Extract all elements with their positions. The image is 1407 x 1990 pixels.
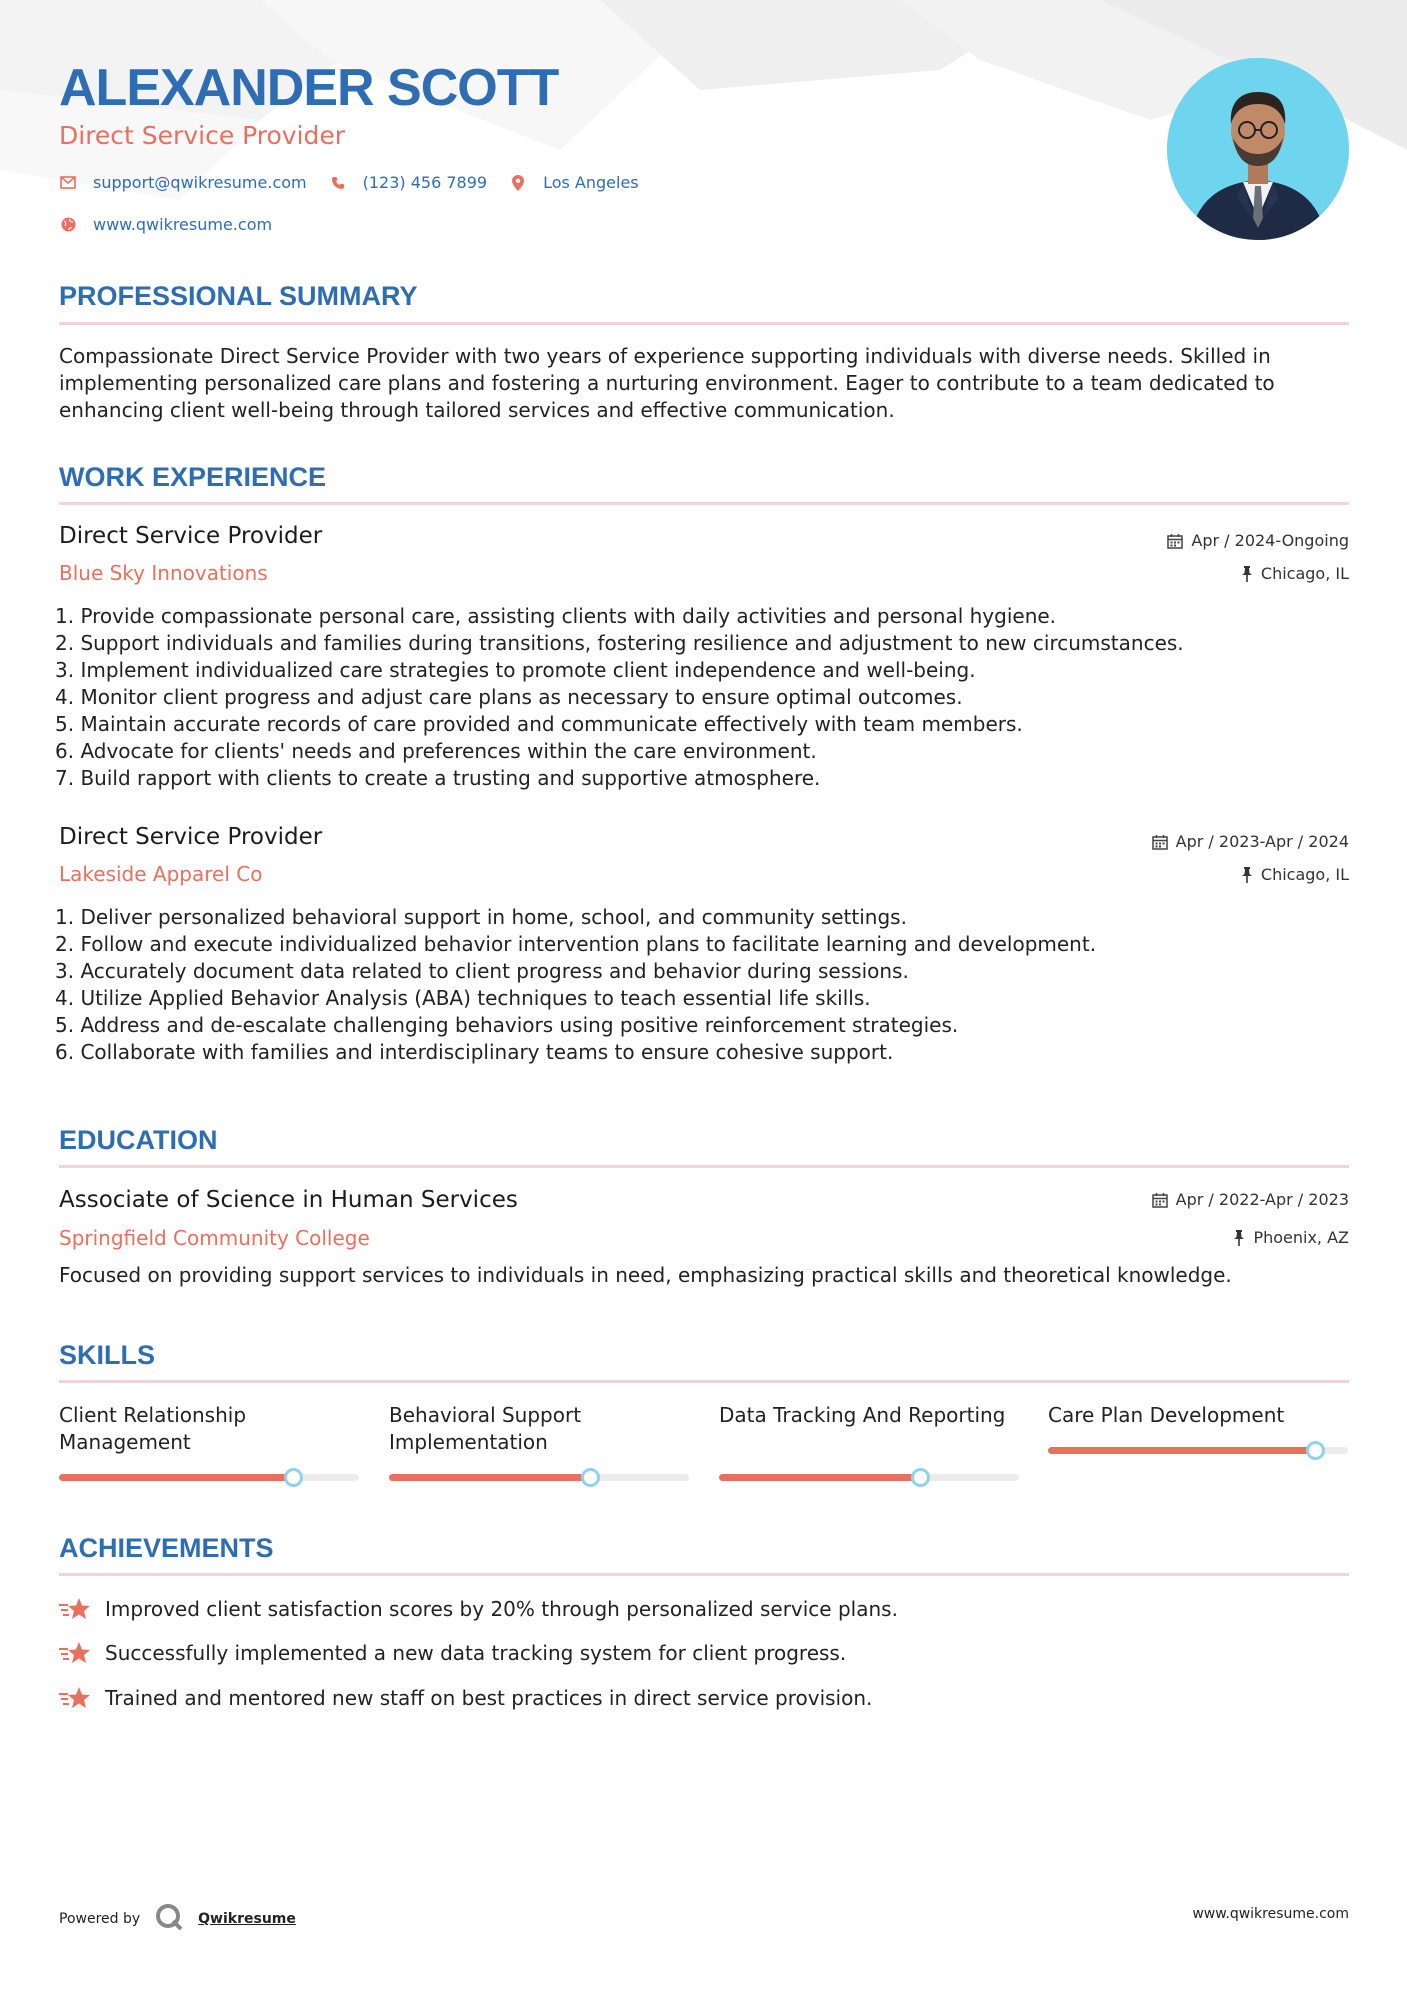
- experience-divider: [59, 502, 1349, 505]
- job-dates: [1167, 531, 1349, 550]
- job-location: [1241, 564, 1349, 583]
- education-location-text: Phoenix, AZ: [1253, 1228, 1349, 1247]
- website-text: www.qwikresume.com: [93, 215, 273, 234]
- achievements-divider: [59, 1573, 1349, 1576]
- skill-item: [59, 1402, 359, 1462]
- summary-text: Compassionate Direct Service Provider with two years of experience supporting individuals with diverse needs. Skilled in implementing personalized care plans and fostering a nurturing environment. Eager to contribute to a team dedicated to enhancing client well-being through tailored services and effective communication.: [59, 344, 1275, 422]
- skill-name: Care Plan Development: [1048, 1403, 1285, 1427]
- qwikresume-link[interactable]: Qwikresume: [198, 1911, 296, 1927]
- calendar-icon: [1152, 834, 1168, 850]
- achievements-heading: ACHIEVEMENTS: [59, 1533, 274, 1563]
- list-item: 1. Deliver personalized behavioral support in home, school, and community settings.: [55, 905, 907, 929]
- contact-row-primary: [59, 173, 661, 192]
- calendar-icon: [1167, 533, 1183, 549]
- school-name: Springfield Community College: [59, 1226, 370, 1250]
- achievement-item: [59, 1685, 872, 1711]
- list-item: 3. Implement individualized care strategies to promote client independence and well-being.: [55, 658, 976, 682]
- footer-powered-by: [59, 1902, 296, 1936]
- skill-level-track: [389, 1474, 689, 1481]
- education-description: Focused on providing support services to individuals in need, emphasizing practical skills and theoretical knowledge.: [59, 1263, 1232, 1287]
- skill-item: [389, 1402, 689, 1462]
- achievement-item: [59, 1640, 846, 1666]
- skills-divider: [59, 1380, 1349, 1383]
- email-text: support@qwikresume.com: [93, 173, 307, 192]
- phone-text: (123) 456 7899: [362, 173, 488, 192]
- job-dates-text: Apr / 2023-Apr / 2024: [1175, 832, 1349, 851]
- job-responsibilities: [55, 904, 1355, 1066]
- star-icon: [59, 1596, 91, 1622]
- skill-level-track: [59, 1474, 359, 1481]
- globe-icon: [59, 216, 77, 234]
- skill-level-fill: [389, 1474, 590, 1481]
- list-item: 4. Monitor client progress and adjust care plans as necessary to ensure optimal outcomes.: [55, 685, 963, 709]
- location-text: Los Angeles: [543, 173, 639, 192]
- skill-level-handle: [581, 1468, 600, 1487]
- job-location: [1241, 865, 1349, 884]
- education-dates-text: Apr / 2022-Apr / 2023: [1175, 1190, 1349, 1209]
- list-item: 1. Provide compassionate personal care, assisting clients with daily activities and personal hygiene.: [55, 604, 1057, 628]
- contact-email[interactable]: [59, 173, 307, 192]
- achievement-text: Improved client satisfaction scores by 20% through personalized service plans.: [105, 1597, 898, 1621]
- list-item: 5. Maintain accurate records of care provided and communicate effectively with team members.: [55, 712, 1023, 736]
- list-item: 6. Collaborate with families and interdisciplinary teams to ensure cohesive support.: [55, 1040, 894, 1064]
- contact-location: [509, 173, 639, 192]
- job-location-text: Chicago, IL: [1260, 865, 1349, 884]
- job-company: Blue Sky Innovations: [59, 561, 268, 585]
- skill-level-fill: [719, 1474, 920, 1481]
- education-divider: [59, 1165, 1349, 1168]
- job-location-text: Chicago, IL: [1260, 564, 1349, 583]
- skill-level-track: [719, 1474, 1019, 1481]
- pushpin-icon: [1241, 867, 1253, 883]
- skill-level-handle: [1306, 1441, 1325, 1460]
- education-heading: EDUCATION: [59, 1125, 218, 1155]
- job-title: Direct Service Provider: [59, 824, 323, 850]
- skill-item: [1048, 1402, 1348, 1462]
- calendar-icon: [1152, 1192, 1168, 1208]
- skill-level-fill: [1048, 1447, 1315, 1454]
- profile-photo: [1167, 58, 1349, 240]
- summary-heading: PROFESSIONAL SUMMARY: [59, 281, 418, 311]
- skill-name: Data Tracking And Reporting: [719, 1403, 1006, 1427]
- list-item: 4. Utilize Applied Behavior Analysis (ABA) techniques to teach essential life skills.: [55, 986, 871, 1010]
- star-icon: [59, 1685, 91, 1711]
- footer-url[interactable]: www.qwikresume.com: [1192, 1906, 1349, 1922]
- education-location: [1233, 1228, 1349, 1247]
- contact-website[interactable]: [59, 215, 272, 234]
- map-pin-icon: [509, 174, 527, 192]
- education-dates: [1152, 1190, 1349, 1209]
- list-item: 2. Support individuals and families during transitions, fostering resilience and adjustment to new circumstances.: [55, 631, 1184, 655]
- skill-level-track: [1048, 1447, 1348, 1454]
- phone-icon: [329, 174, 347, 192]
- list-item: 5. Address and de-escalate challenging behaviors using positive reinforcement strategies.: [55, 1013, 959, 1037]
- degree-title: Associate of Science in Human Services: [59, 1187, 518, 1213]
- list-item: 7. Build rapport with clients to create a trusting and supportive atmosphere.: [55, 766, 821, 790]
- contact-phone[interactable]: [329, 173, 487, 192]
- achievement-text: Trained and mentored new staff on best practices in direct service provision.: [105, 1686, 873, 1710]
- achievement-item: [59, 1596, 898, 1622]
- job-title: Direct Service Provider: [59, 523, 323, 549]
- job-dates: [1152, 832, 1349, 851]
- job-dates-text: Apr / 2024-Ongoing: [1191, 531, 1349, 550]
- skill-name: Behavioral Support Implementation: [389, 1403, 582, 1454]
- qwikresume-logo-icon: [154, 1902, 184, 1936]
- powered-by-label: Powered by: [59, 1911, 141, 1927]
- achievement-text: Successfully implemented a new data tracking system for client progress.: [105, 1641, 847, 1665]
- envelope-icon: [59, 174, 77, 192]
- pushpin-icon: [1233, 1230, 1245, 1246]
- summary-divider: [59, 322, 1349, 325]
- job-company: Lakeside Apparel Co: [59, 862, 263, 886]
- pushpin-icon: [1241, 566, 1253, 582]
- skill-level-handle: [284, 1468, 303, 1487]
- list-item: 2. Follow and execute individualized behavior intervention plans to facilitate learning and development.: [55, 932, 1097, 956]
- list-item: 6. Advocate for clients' needs and preferences within the care environment.: [55, 739, 817, 763]
- job-responsibilities: [55, 603, 1355, 792]
- star-icon: [59, 1640, 91, 1666]
- skill-item: [719, 1402, 1019, 1462]
- skill-level-handle: [911, 1468, 930, 1487]
- contact-row-secondary: [59, 215, 294, 234]
- skill-name: Client Relationship Management: [59, 1403, 247, 1454]
- candidate-role: Direct Service Provider: [59, 121, 346, 150]
- experience-heading: WORK EXPERIENCE: [59, 462, 327, 492]
- list-item: 3. Accurately document data related to client progress and behavior during sessions.: [55, 959, 909, 983]
- skill-level-fill: [59, 1474, 293, 1481]
- skills-heading: SKILLS: [59, 1340, 156, 1370]
- candidate-name: ALEXANDER SCOTT: [59, 59, 559, 117]
